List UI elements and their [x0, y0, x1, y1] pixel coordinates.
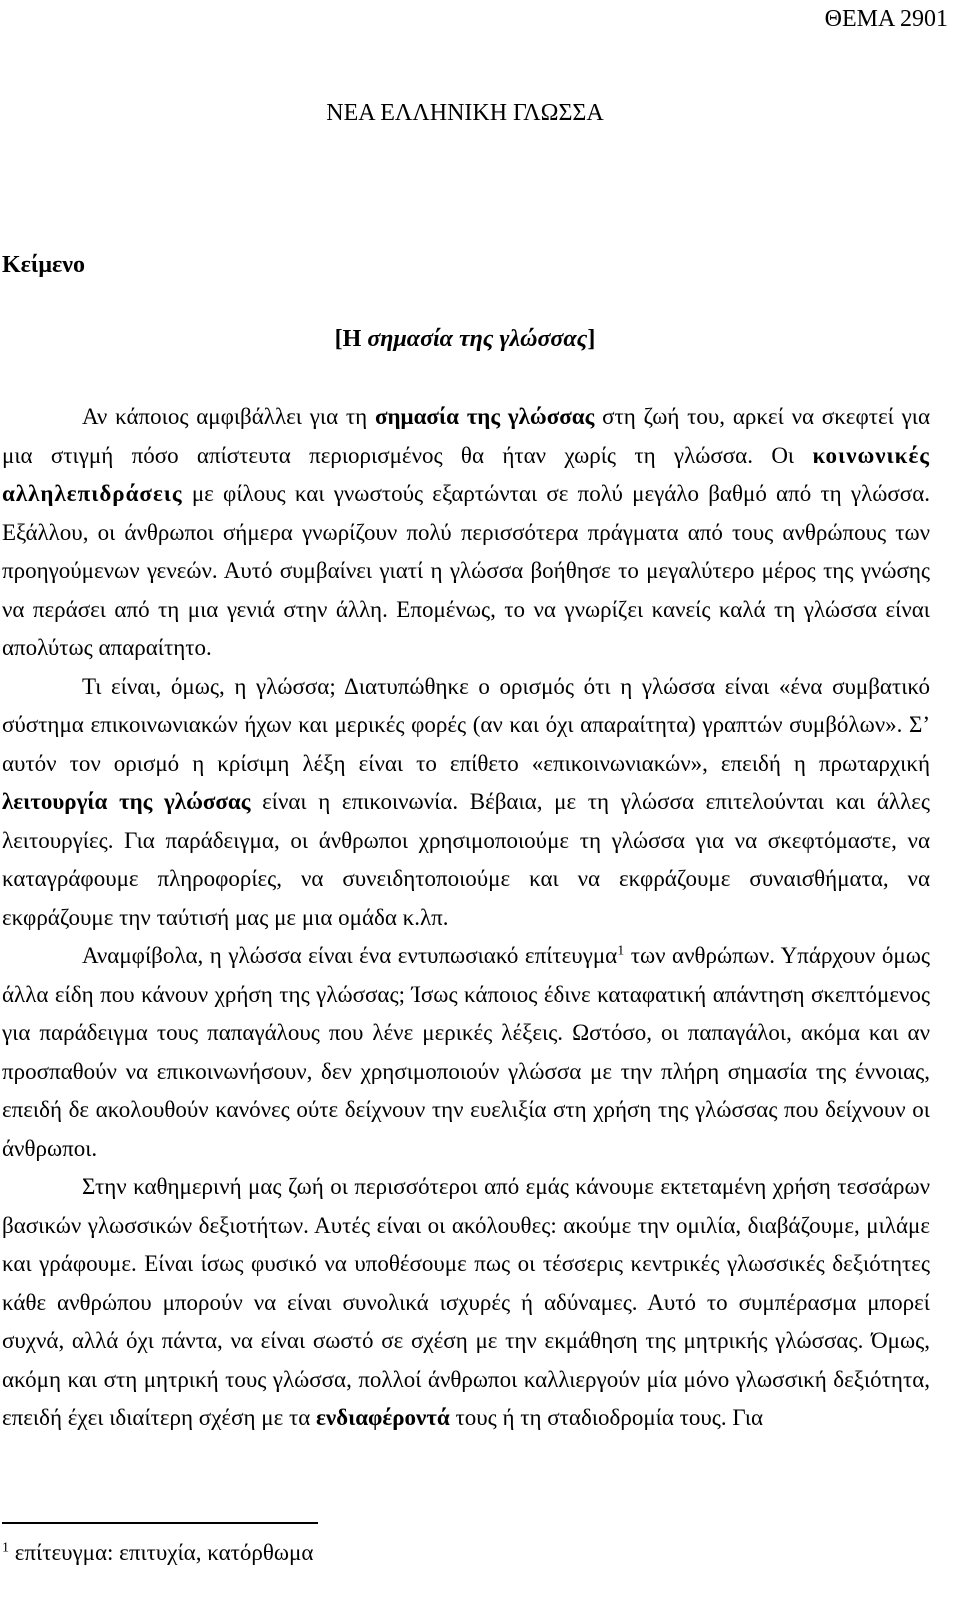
footnote — [2, 1536, 313, 1570]
p1-bold-2: κοινωνικές αλληλεπιδράσεις — [2, 442, 930, 506]
p1-text-1: Αν κάποιος αμφιβάλλει για τη — [82, 404, 375, 429]
subject-heading: ΝΕΑ ΕΛΛΗΝΙΚΗ ΓΛΩΣΣΑ — [326, 100, 604, 126]
p1-bold-1: σημασία της γλώσσας — [374, 404, 595, 429]
footnote-divider — [2, 1522, 318, 1524]
paragraph-2 — [2, 668, 930, 938]
p2-text-2: είναι η επικοινωνία. Βέβαια, με τη γλώσσα επιτελούνται και άλλες λειτουργίες. Για παράδειγμα, οι άνθρωποι χρησιμοποιούμε τη γλώσσα για να σκεφτόμαστε, να καταγράφουμε πληροφορίες, να συνειδητοποιούμε και να εκφράζουμε συναισθήματα, να εκφράζουμε την ταύτισή μας με μια ομάδα κ.λπ. — [2, 789, 930, 930]
p1-text-3: με φίλους και γνωστούς εξαρτώνται σε πολύ μεγάλο βαθμό από τη γλώσσα. Εξάλλου, οι άνθρωποι σήμερα γνωρίζουν πολύ περισσότερα πράγματα από τους ανθρώπους των προηγούμενων γενεών. Αυτό συμβαίνει γιατί η γλώσσα βοήθησε το μεγαλύτερο μέρος της γνώσης να περάσει από τη μια γενιά στην άλλη. Επομένως, το να γνωρίζει κανείς καλά τη γλώσσα είναι απολύτως απαραίτητο. — [2, 481, 930, 660]
footnote-reference: 1 — [617, 943, 625, 959]
footnote-marker: 1 — [2, 1540, 9, 1556]
text-title — [0, 322, 930, 356]
p3-text-1: Αναμφίβολα, η γλώσσα είναι ένα εντυπωσιακό επίτευγμα — [82, 943, 618, 968]
exam-code: ΘΕΜΑ 2901 — [824, 6, 948, 32]
section-label: Κείμενο — [2, 252, 85, 278]
p4-bold-1: ενδιαφέροντά — [316, 1405, 450, 1430]
title-italic: σημασία της γλώσσας — [367, 326, 588, 352]
p1-text-2: στη ζωή του, αρκεί να σκεφτεί για μια στιγμή πόσο απίστευτα περιορισμένος θα ήταν χωρίς τη γλώσσα. Οι — [2, 404, 930, 468]
title-open-bracket: [Η — [334, 326, 368, 352]
p3-text-2: των ανθρώπων. Υπάρχουν όμως άλλα είδη που κάνουν χρήση της γλώσσας; Ίσως κάποιος έδινε καταφατική απάντηση σκεπτόμενος για παράδειγμα τους παπαγάλους που λένε μερικές λέξεις. Ωστόσο, οι παπαγάλοι, ακόμα και αν προσπαθούν να επικοινωνήσουν, δεν χρησιμοποιούν γλώσσα με την πλήρη σημασία της έννοιας, επειδή δε ακολουθούν κανόνες ούτε δείχνουν την ευελιξία στη χρήση της γλώσσας που δείχνουν οι άνθρωποι. — [2, 943, 930, 1161]
footnote-text: επίτευγμα: επιτυχία, κατόρθωμα — [9, 1540, 314, 1565]
p4-text-1: Στην καθημερινή μας ζωή οι περισσότεροι από εμάς κάνουμε εκτεταμένη χρήση τεσσάρων βασικών γλωσσικών δεξιοτήτων. Αυτές είναι οι ακόλουθες: ακούμε την ομιλία, διαβάζουμε, μιλάμε και γράφουμε. Είναι ίσως φυσικό να υποθέσουμε πως οι τέσσερις κεντρικές γλωσσικές δεξιότητες κάθε ανθρώπου μπορούν να είναι συνολικά ισχυρές ή αδύναμες. Αυτό το συμπέρασμα μπορεί συχνά, αλλά όχι πάντα, να είναι σωστό σε σχέση με την εκμάθηση της μητρικής γλώσσας. Όμως, ακόμη και στη μητρική τους γλώσσα, πολλοί άνθρωποι καλλιεργούν μία μόνο γλωσσική δεξιότητα, επειδή έχει ιδιαίτερη σχέση με τα — [2, 1174, 930, 1430]
paragraph-3 — [2, 937, 930, 1168]
p2-bold-1: λειτουργία της γλώσσας — [2, 789, 251, 814]
p2-text-1: Τι είναι, όμως, η γλώσσα; Διατυπώθηκε ο ορισμός ότι η γλώσσα είναι «ένα συμβατικό σύστημα επικοινωνιακών ήχων και μερικές φορές (αν και όχι απαραίτητα) γραπτών συμβόλων». Σ’ αυτόν τον ορισμό η κρίσιμη λέξη είναι το επίθετο «επικοινωνιακών», επειδή η πρωταρχική — [2, 673, 930, 776]
paragraph-1 — [2, 398, 930, 668]
p4-text-2: τους ή τη σταδιοδρομία τους. Για — [449, 1405, 764, 1430]
paragraph-4 — [2, 1168, 930, 1438]
title-close-bracket: ] — [587, 326, 596, 352]
body-text — [2, 398, 930, 1438]
